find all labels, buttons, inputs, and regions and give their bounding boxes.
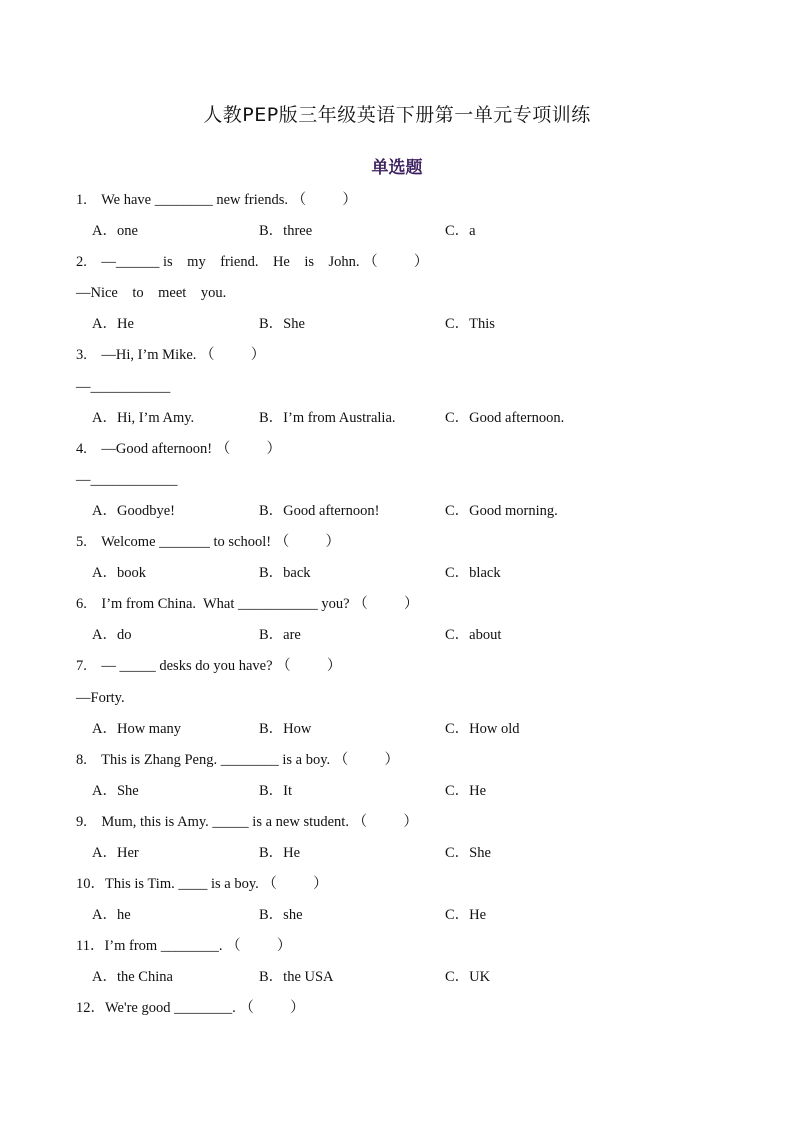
option-c[interactable]: C．about [445,627,502,644]
option-b[interactable]: B．the USA [259,969,334,986]
option-b[interactable]: B．back [259,565,311,582]
option-row [76,714,716,745]
option-c[interactable]: C．How old [445,720,520,737]
option-row [76,962,716,993]
option-b[interactable]: B．He [259,844,301,861]
option-a[interactable]: A．How many [92,720,182,737]
question-stem: 2. —______ is my friend. He is John. （ ） [76,254,429,271]
option-row [76,496,716,527]
option-a[interactable]: A．Goodbye! [92,502,175,519]
question-stem: 5. Welcome _______ to school! （ ） [76,534,340,551]
option-row [76,216,716,247]
option-b[interactable]: B．She [259,316,305,333]
option-a[interactable]: A．the China [92,969,173,986]
question-stem: 1. We have ________ new friends. （ ） [76,192,357,208]
option-row [76,558,716,589]
option-a[interactable]: A．He [92,316,134,333]
option-b[interactable]: B．three [259,223,313,240]
question-stem: 8. This is Zhang Peng. ________ is a boy. （ ） [76,751,400,768]
question-stem: 9. Mum, this is Amy. _____ is a new student. （ ） [76,813,418,830]
option-b[interactable]: B．How [259,720,312,737]
option-b[interactable]: B．It [259,782,293,799]
option-row [76,900,716,931]
question-dialogue-line: —___________ [76,378,171,395]
option-a[interactable]: A．do [92,627,132,644]
question-list [76,185,716,1025]
question-dialogue-line: —Nice to meet you. [76,285,227,302]
option-c[interactable]: C．She [445,844,491,861]
option-c[interactable]: C．Good morning. [445,502,558,519]
option-c[interactable]: C．He [445,782,487,799]
option-c[interactable]: C．This [445,316,495,333]
option-c[interactable]: C．UK [445,969,491,986]
section-title: 单选题 [371,158,423,178]
option-row [76,776,716,807]
option-b[interactable]: B．are [259,627,301,644]
question-stem: 11．I’m from ________. （ ） [76,938,292,955]
option-c[interactable]: C．black [445,565,501,582]
option-b[interactable]: B．Good afternoon! [259,502,380,519]
option-a[interactable]: A．one [92,223,138,240]
option-c[interactable]: C．Good afternoon. [445,409,565,426]
option-a[interactable]: A．he [92,907,131,924]
question-stem: 4. —Good afternoon! （ ） [76,440,281,457]
option-a[interactable]: A．Her [92,844,139,861]
option-a[interactable]: A．Hi, I’m Amy. [92,409,195,426]
question-dialogue-line: —Forty. [76,689,125,706]
question-stem: 3. —Hi, I’m Mike. （ ） [76,347,266,364]
question-stem: 12．We're good ________. （ ） [76,1000,305,1017]
option-a[interactable]: A．book [92,565,146,582]
option-row [76,838,716,869]
option-b[interactable]: B．I’m from Australia. [259,409,396,426]
question-stem: 6. I’m from China. What ___________ you? （ ） [76,596,419,613]
question-dialogue-line: —____________ [76,471,178,488]
option-c[interactable]: C．He [445,907,487,924]
option-c[interactable]: C．a [445,223,476,240]
question-stem: 10．This is Tim. ____ is a boy. （ ） [76,876,328,893]
option-b[interactable]: B．she [259,907,303,924]
option-a[interactable]: A．She [92,782,139,799]
page-title: 人教PEP版三年级英语下册第一单元专项训练 [203,104,591,126]
question-stem: 7. — _____ desks do you have? （ ） [76,658,342,675]
option-row [76,309,716,340]
option-row [76,403,716,434]
option-row [76,620,716,651]
